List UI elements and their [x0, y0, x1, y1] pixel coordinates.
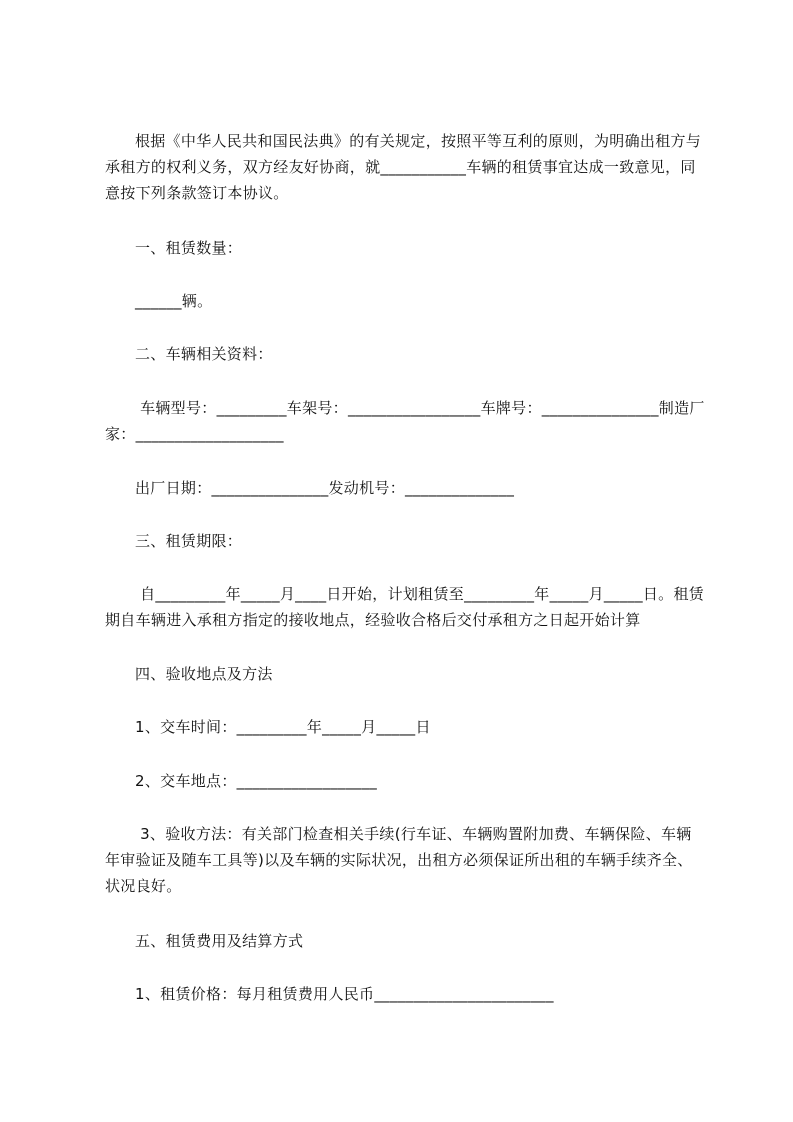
section-5-item-1: 1、租赁价格：每月租赁费用人民币_______________________ — [135, 985, 554, 1003]
section-3-heading: 三、租赁期限： — [135, 532, 243, 550]
section-3-period: 自_________年_____月____日开始，计划租赁至_________年_____月_____日。租赁期自车辆进入承租方指定的接收地点，经验收合格后交付承租方之日起开始计算 — [105, 585, 705, 629]
section-4-item-3: 3、验收方法：有关部门检查相关手续(行车证、车辆购置附加费、车辆保险、车辆年审验证及随车工具等)以及车辆的实际状况，出租方必须保证所出租的车辆手续齐全、状况良好。 — [105, 825, 693, 895]
section-1-heading: 一、租赁数量： — [135, 239, 243, 257]
section-4-item-2: 2、交车地点：__________________ — [135, 772, 378, 790]
section-4-item-1: 1、交车时间：_________年_____月_____日 — [135, 718, 431, 736]
section-5-heading: 五、租赁费用及结算方式 — [135, 932, 304, 950]
section-2-date-engine: 出厂日期：_______________发动机号：______________ — [135, 479, 515, 497]
intro-paragraph: 根据《中华人民共和国民法典》的有关规定，按照平等互利的原则，为明确出租方与承租方的权利义务，双方经友好协商，就___________车辆的租赁事宜达成一致意见，同意按下列条款签订本协议。 — [105, 132, 702, 202]
section-1-quantity: ______辆。 — [135, 292, 213, 310]
section-2-heading: 二、车辆相关资料： — [135, 345, 273, 363]
section-4-heading: 四、验收地点及方法 — [135, 665, 273, 683]
section-2-vehicle-info: 车辆型号：_________车架号：_________________车牌号：_______________制造厂家：___________________ — [105, 399, 705, 443]
